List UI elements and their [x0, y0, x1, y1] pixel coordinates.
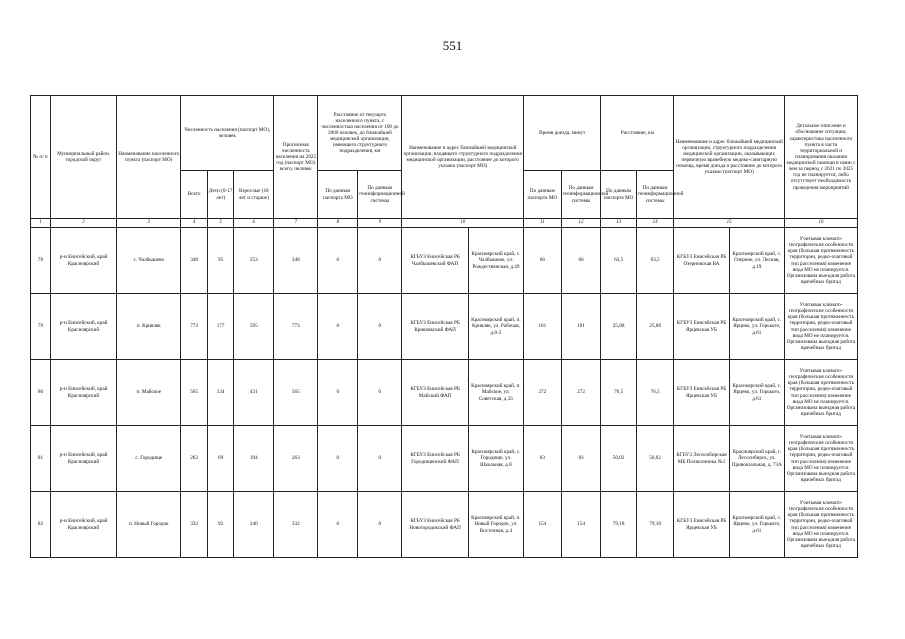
- cell-children: 92: [207, 492, 234, 558]
- cell-primary-name: КГБУЗ Лесосибирская МБ Поликлиника №1: [674, 426, 729, 492]
- cell-distance-mo: 0: [318, 360, 358, 426]
- cell-settlement: с. Чалбышево: [117, 228, 181, 294]
- page-number: 551: [442, 38, 463, 53]
- cell-time-gis: 101: [561, 294, 601, 360]
- table-row: [31, 228, 858, 294]
- cell-total: 263: [181, 426, 208, 492]
- cell-notes: Учитывая климато-географические особенности края (большая протяженность территории, редко-очаговый тип расселения) изменение вида МО не планируется. Организована выездная работа врачебных бригад: [784, 294, 857, 360]
- cell-children: 177: [207, 294, 234, 360]
- cell-num: 82: [31, 492, 51, 558]
- col-header-forecast: Прогнозная численность населения на 2025 год (паспорт МО) всего, человек: [274, 96, 318, 219]
- cell-primary-name: КГБУЗ Енисейская РБ Ярцевская УБ: [674, 294, 729, 360]
- cell-adults: 253: [234, 228, 274, 294]
- column-number: 6: [234, 219, 274, 228]
- cell-org-address: Красноярский край, п. Майское, ул. Советская, д.35: [468, 360, 523, 426]
- col-header-distance-km: Расстояние, км: [601, 96, 674, 171]
- cell-notes: Учитывая климато-географические особенности края (большая протяженность территории, редко-очаговый тип расселения) изменение вида МО не планируется. Организована выездная работа врачебных бригад: [784, 492, 857, 558]
- cell-distance-gis: 0: [358, 426, 402, 492]
- cell-primary-name: КГБУЗ Енисейская РБ Ярцевская УБ: [674, 492, 729, 558]
- cell-district: р-н Енисейский, край Красноярский: [50, 228, 116, 294]
- column-number: 15: [674, 219, 785, 228]
- cell-settlement: п. Кривляк: [117, 294, 181, 360]
- cell-org-address: Красноярский край, с. Чалбышево, ул. Рождественская, д.49: [468, 228, 523, 294]
- cell-adults: 431: [234, 360, 274, 426]
- cell-distance-mo: 0: [318, 294, 358, 360]
- cell-district: р-н Енисейский, край Красноярский: [50, 360, 116, 426]
- column-number: 16: [784, 219, 857, 228]
- column-number: 7: [274, 219, 318, 228]
- cell-km-gis: 63,5: [636, 228, 674, 294]
- cell-primary-address: Красноярский край, с. Озерное, ул. Лесная, д.19: [729, 228, 784, 294]
- cell-notes: Учитывая климато-географические особенности края (большая протяженность территории, редко-очаговый тип расселения) изменение вида МО не планируется. Организована выездная работа врачебных бригад: [784, 228, 857, 294]
- col-header-km-by-mo: По данным паспорта МО: [601, 171, 636, 219]
- cell-time-mo: 154: [524, 492, 562, 558]
- header-row: [31, 96, 858, 146]
- cell-total: 348: [181, 228, 208, 294]
- column-number: 5: [207, 219, 234, 228]
- cell-km-mo: 76,5: [601, 360, 636, 426]
- cell-primary-address: Красноярский край, г. Лесосибирск, ул. Привокзальная, д. 73А: [729, 426, 784, 492]
- settlements-table: [30, 95, 858, 558]
- cell-total: 773: [181, 294, 208, 360]
- cell-distance-mo: 0: [318, 492, 358, 558]
- table-row: [31, 294, 858, 360]
- cell-org-name: КГБУЗ Енисейская РБ Чалбышевский ФАП: [402, 228, 468, 294]
- col-header-num: № п/ п: [31, 96, 51, 219]
- col-header-distance-nearest: Расстояние от текущего населенного пункта, с численностью населения от 100 до 2000 человек, до ближайшей медицинской организации, имеющего структурного подразделения, км: [318, 96, 402, 171]
- cell-forecast: 348: [274, 228, 318, 294]
- column-number: 1: [31, 219, 51, 228]
- col-header-by-geoinfo: По данным геоинформационной системы: [358, 171, 402, 219]
- cell-time-mo: 66: [524, 228, 562, 294]
- column-number: 14: [636, 219, 674, 228]
- cell-distance-gis: 0: [358, 294, 402, 360]
- cell-num: 78: [31, 228, 51, 294]
- cell-org-name: КГБУЗ Енисейская РБ Новогородокский ФАП: [402, 492, 468, 558]
- cell-time-gis: 83: [561, 426, 601, 492]
- col-header-district: Муниципальный район, городской округ: [50, 96, 116, 219]
- cell-distance-gis: 0: [358, 360, 402, 426]
- cell-km-gis: 25,88: [636, 294, 674, 360]
- cell-km-gis: 50,02: [636, 426, 674, 492]
- cell-adults: 595: [234, 294, 274, 360]
- cell-time-mo: 101: [524, 294, 562, 360]
- cell-time-mo: 83: [524, 426, 562, 492]
- cell-time-mo: 272: [524, 360, 562, 426]
- column-number: 9: [358, 219, 402, 228]
- col-header-time-by-gis: По данным геоинформационной системы: [561, 171, 601, 219]
- cell-district: р-н Енисейский, край Красноярский: [50, 492, 116, 558]
- cell-distance-gis: 0: [358, 228, 402, 294]
- column-number: 10: [402, 219, 524, 228]
- table-row: [31, 360, 858, 426]
- cell-settlement: с. Городище: [117, 426, 181, 492]
- cell-time-gis: 272: [561, 360, 601, 426]
- cell-km-gis: 76,5: [636, 360, 674, 426]
- cell-time-gis: 66: [561, 228, 601, 294]
- cell-org-address: Красноярский край, п. Новый Городок, ул. Восточная, д.4: [468, 492, 523, 558]
- cell-primary-address: Красноярский край, с. Ярцево, ул. Горького, д.61: [729, 360, 784, 426]
- cell-total: 565: [181, 360, 208, 426]
- cell-time-gis: 154: [561, 492, 601, 558]
- cell-primary-name: КГБУЗ Енисейская РБ Ярцевская УБ: [674, 360, 729, 426]
- cell-adults: 240: [234, 492, 274, 558]
- column-number: 13: [601, 219, 636, 228]
- cell-distance-gis: 0: [358, 492, 402, 558]
- cell-primary-name: КГБУЗ Енисейская РБ Озерновская ВА: [674, 228, 729, 294]
- col-header-settlement: Наименование населенного пункта (паспорт МО): [117, 96, 181, 219]
- col-header-travel-time: Время доезда, минут: [524, 96, 601, 171]
- cell-distance-mo: 0: [318, 228, 358, 294]
- cell-num: 79: [31, 294, 51, 360]
- cell-children: 69: [207, 426, 234, 492]
- cell-primary-address: Красноярский край, с. Ярцево, ул. Горького, д.61: [729, 492, 784, 558]
- cell-org-name: КГБУЗ Енисейская РБ Кривлякский ФАП: [402, 294, 468, 360]
- cell-notes: Учитывая климато-географические особенности края (большая протяженность территории, редко-очаговый тип расселения) изменение вида МО не планируется. Организована выездная работа врачебных бригад: [784, 360, 857, 426]
- column-number: 8: [318, 219, 358, 228]
- column-number-row: [31, 219, 858, 228]
- cell-district: р-н Енисейский, край Красноярский: [50, 294, 116, 360]
- cell-settlement: п. Новый Городок: [117, 492, 181, 558]
- cell-num: 81: [31, 426, 51, 492]
- cell-children: 95: [207, 228, 234, 294]
- col-header-population: Численность населения (паспорт МО), человек: [181, 96, 274, 171]
- table-row: [31, 492, 858, 558]
- cell-forecast: 773: [274, 294, 318, 360]
- cell-total: 332: [181, 492, 208, 558]
- col-header-adults: Взрослые (18 лет и старше): [234, 171, 274, 219]
- col-header-by-mo-passport: По данным паспорта МО: [318, 171, 358, 219]
- cell-org-address: Красноярский край, п. Кривляк, ул. Рабочая, д.8-2: [468, 294, 523, 360]
- col-header-nearest-org: Наименование и адрес ближайшей медицинской организации, входящего структурного подразделения медицинской организации, расстояние до которого указано (паспорт МО): [402, 96, 524, 219]
- table-row: [31, 426, 858, 492]
- column-number: 4: [181, 219, 208, 228]
- cell-km-mo: 79,18: [601, 492, 636, 558]
- cell-org-name: КГБУЗ Енисейская РБ Майский ФАП: [402, 360, 468, 426]
- cell-children: 134: [207, 360, 234, 426]
- cell-forecast: 332: [274, 492, 318, 558]
- cell-notes: Учитывая климато-географические особенности края (большая протяженность территории, редко-очаговый тип расселения) изменение вида МО не планируется. Организована выездная работа врачебных бригад: [784, 426, 857, 492]
- col-header-time-by-mo: По данным паспорта МО: [524, 171, 562, 219]
- column-number: 3: [117, 219, 181, 228]
- cell-km-mo: 50,02: [601, 426, 636, 492]
- cell-forecast: 263: [274, 426, 318, 492]
- column-number: 11: [524, 219, 562, 228]
- cell-km-mo: 63,5: [601, 228, 636, 294]
- col-header-total: Всего: [181, 171, 208, 219]
- col-header-nearest-primary: Наименование и адрес ближайшей медицинской организации, структурного подразделения медицинской организации, оказывающих первичную врачебную медико-санитарную помощь, время доезда и расстояние до которого указано (паспорт МО): [674, 96, 785, 219]
- cell-primary-address: Красноярский край, с. Ярцево, ул. Горького, д.61: [729, 294, 784, 360]
- cell-distance-mo: 0: [318, 426, 358, 492]
- cell-settlement: п. Майское: [117, 360, 181, 426]
- cell-km-gis: 79,18: [636, 492, 674, 558]
- col-header-children: Дети (0-17 лет): [207, 171, 234, 219]
- cell-district: р-н Енисейский, край Красноярский: [50, 426, 116, 492]
- column-number: 12: [561, 219, 601, 228]
- cell-org-address: Красноярский край, с. Городище, ул. Школьная, д.8: [468, 426, 523, 492]
- col-header-km-by-gis: По данным геоинформационной системы: [636, 171, 674, 219]
- col-header-description: Детальное описание и обоснование ситуации, характеристика населенного пункта в части территориальной и планирования оказания медицинской помощи в связи с чем за период с 2021 по 2025 год не планируется, либо отсутствует необходимость проведения мероприятий: [784, 96, 857, 219]
- cell-adults: 194: [234, 426, 274, 492]
- cell-org-name: КГБУЗ Енисейская РБ Городищенский ФАП: [402, 426, 468, 492]
- cell-forecast: 565: [274, 360, 318, 426]
- cell-km-mo: 25,88: [601, 294, 636, 360]
- column-number: 2: [50, 219, 116, 228]
- cell-num: 80: [31, 360, 51, 426]
